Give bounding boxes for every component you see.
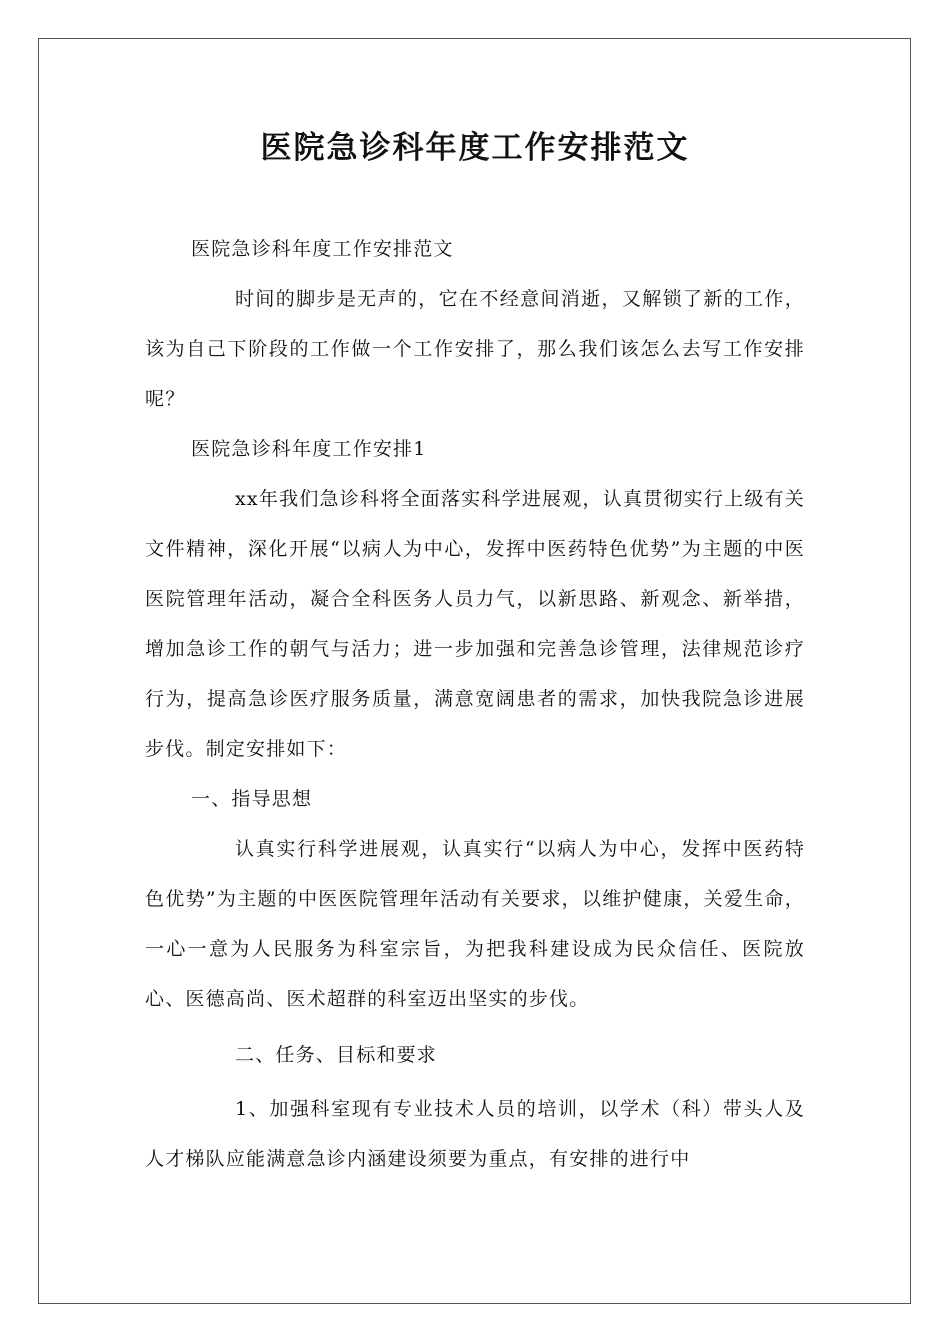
intro-paragraph: 时间的脚步是无声的，它在不经意间消逝，又解锁了新的工作，该为自己下阶段的工作做一个工作安排了，那么我们该怎么去写工作安排呢？ [145,288,805,410]
guiding-ideology-paragraph: 认真实行科学进展观，认真实行“以病人为中心，发挥中医药特色优势”为主题的中医医院管理年活动有关要求，以维护健康，关爱生命，一心一意为人民服务为科室宗旨，为把我科建设成为民众信任、医院放心、医德高尚、医术超群的科室迈出坚实的步伐。 [145,838,805,1010]
task-1-paragraph: 1、加强科室现有专业技术人员的培训，以学术（科）带头人及人才梯队应能满意急诊内涵建设须要为重点，有安排的进行中 [145,1098,805,1170]
section-1-paragraph: xx年我们急诊科将全面落实科学进展观，认真贯彻实行上级有关文件精神，深化开展“以病人为中心，发挥中医药特色优势”为主题的中医医院管理年活动，凝合全科医务人员力气，以新思路、新观念、新举措，增加急诊工作的朝气与活力；进一步加强和完善急诊管理，法律规范诊疗行为，提高急诊医疗服务质量，满意宽阔患者的需求，加快我院急诊进展步伐。制定安排如下： [145,488,805,760]
document-title: 医院急诊科年度工作安排范文 [260,130,690,166]
document-subtitle: 医院急诊科年度工作安排范文 [191,238,454,260]
heading-guiding-ideology: 一、指导思想 [191,788,313,810]
section-1-title: 医院急诊科年度工作安排1 [191,438,427,460]
heading-tasks-goals: 二、任务、目标和要求 [235,1044,438,1066]
document-body [145,118,805,1184]
